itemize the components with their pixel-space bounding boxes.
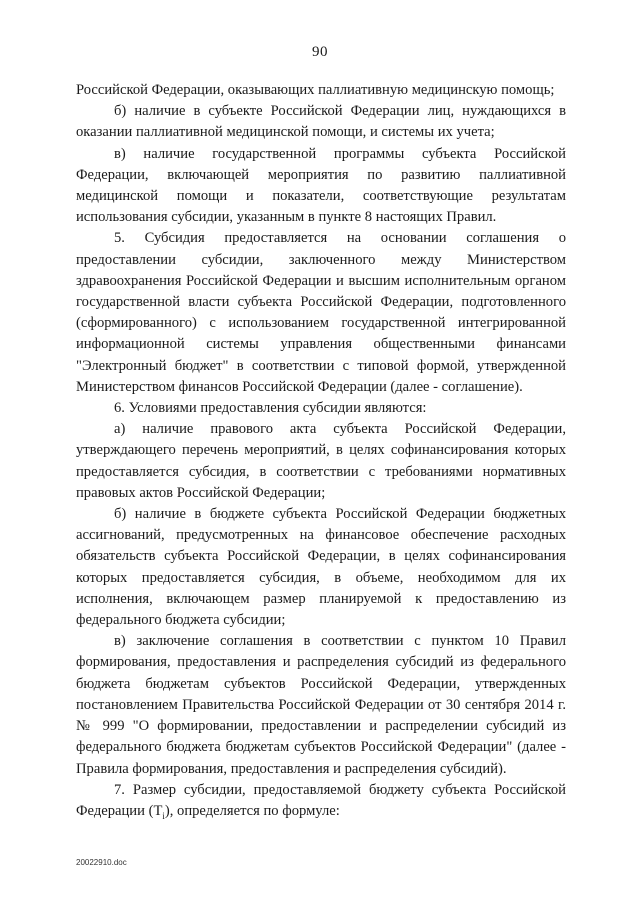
paragraph: б) наличие в субъекте Российской Федерации лиц, нуждающихся в оказании паллиативной медицинской помощи, и системы их учета;: [76, 103, 566, 141]
page-number: 90: [312, 44, 328, 60]
formula-symbol: [153, 803, 164, 819]
formula-intro-text: 7. Размер субсидии, предоставляемой бюджету субъекта Российской Федерации (: [76, 781, 566, 819]
document-body: [76, 80, 566, 827]
paragraph: в) наличие государственной программы субъекта Российской Федерации, включающей мероприятия по развитию паллиативной медицинской помощи и показатели, соответствующие результатам использования субсидии, указанным в пункте 8 настоящих Правил.: [76, 145, 566, 226]
paragraph: 5. Субсидия предоставляется на основании соглашения о предоставлении субсидии, заключенного между Министерством здравоохранения Российской Федерации и высшим исполнительным органом государственной власти субъекта Российской Федерации, подготовленного (сформированного) с использованием государственной интегрированной информационной системы управления общественными финансами "Электронный бюджет" в соответствии с типовой формой, утвержденной Министерством финансов Российской Федерации (далее - соглашение).: [76, 230, 566, 395]
paragraph-formula-intro: [76, 780, 566, 827]
paragraph: в) заключение соглашения в соответствии с пунктом 10 Правил формирования, предоставления и распределения субсидий из федерального бюджета бюджетам субъектов Российской Федерации, утвержденных постановлением Правительства Российской Федерации от 30 сентября 2014 г. № 999 "О формировании, предоставлении и распределении субсидий из федерального бюджета бюджетам субъектов Российской Федерации" (далее - Правила формирования, предоставления и распределения субсидий).: [76, 633, 566, 777]
paragraph: 6. Условиями предоставления субсидии являются:: [114, 400, 427, 417]
formula-symbol-letter: T: [153, 802, 163, 819]
formula-symbol-subscript: i: [162, 810, 165, 821]
paragraph: Российской Федерации, оказывающих паллиативную медицинскую помощь;: [76, 82, 555, 98]
formula-intro-text-end: ), определяется по формуле:: [164, 802, 340, 819]
paragraph: б) наличие в бюджете субъекта Российской Федерации бюджетных ассигнований, предусмотренных на финансовое обеспечение расходных обязательств субъекта Российской Федерации, в целях софинансирования которых предоставляется субсидия, в объеме, необходимом для их исполнения, включающем размер планируемой к предоставлению из федерального бюджета субсидии;: [76, 506, 566, 629]
document-file-code: 20022910.doc: [76, 858, 127, 867]
paragraph: а) наличие правового акта субъекта Российской Федерации, утверждающего перечень мероприятий, в целях софинансирования которых предоставляется субсидия, в соответствии с требованиями нормативных правовых актов Российской Федерации;: [76, 421, 566, 501]
